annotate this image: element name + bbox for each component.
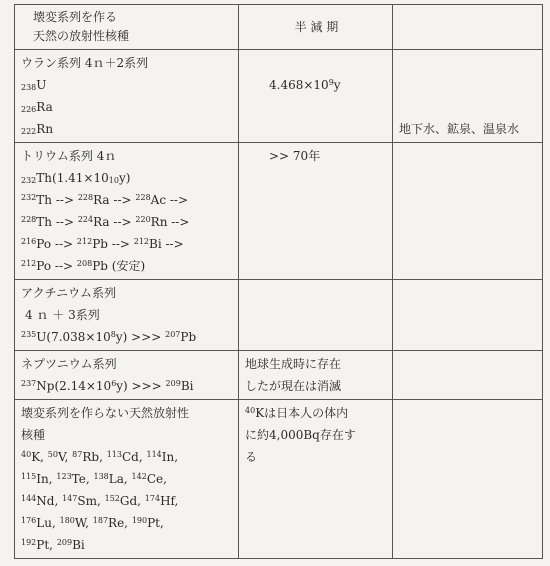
thorium-th232: $_{232}Th(1.41\times 10_{10}y)$ [21,171,131,185]
uranium-ra226: $_{226}$Ra [21,100,53,114]
actinium-u235: $^{235}U(7.038\times 10^8y)$ >>> $^{207}$Pb [21,330,197,344]
header-col1-line2: 天然の放射性核種 [33,29,130,43]
neptunium-row [15,351,543,400]
actinium-nuclide-cell [15,280,239,351]
thorium-chain-4: $^{212}$Po --> $^{208}$Pb (安定) [21,259,146,273]
nonseries-row-2: $^{115}$In, $^{123}$Te, $^{138}$La, $^{142}$Ce, [21,472,167,486]
actinium-subtitle: 4 ｎ ＋ 3系列 [25,308,100,322]
uranium-nuclide-cell [15,50,239,143]
nonseries-note-line2: に約4,000Bq存在す [245,428,356,442]
header-halflife-cell [239,5,393,50]
neptunium-halflife-cell [239,351,393,400]
neptunium-np237: $^{237}Np(2.14\times 10^6y)$ >>> $^{209}$Bi [21,379,194,393]
thorium-halflife: >> 70年 [269,149,321,163]
radionuclide-table [14,4,543,559]
nonseries-note-cell [393,400,543,559]
neptunium-note-line1: 地球生成時に存在 [245,357,342,371]
neptunium-title: ネプツニウム系列 [21,357,117,371]
nonseries-title-line2: 核種 [21,428,46,442]
thorium-title: トリウム系列 4ｎ [21,149,117,163]
nonseries-row-4: $^{176}$Lu, $^{180}$W, $^{187}$Re, $^{190}$Pt, [21,516,164,530]
nonseries-row-3: $^{144}$Nd, $^{147}$Sm, $^{152}$Gd, $^{174}$Hf, [21,494,179,508]
nonseries-note-line1: $^{40}$Kは日本人の体内 [245,406,349,420]
thorium-note-cell [393,143,543,280]
actinium-row [15,280,543,351]
nonseries-nuclide-cell [15,400,239,559]
thorium-chain-3: $^{216}$Po --> $^{212}$Pb --> $^{212}$Bi --> [21,237,184,251]
uranium-title: ウラン系列 4ｎ＋2系列 [21,56,149,70]
header-note-cell [393,5,543,50]
header-nuclide-cell [15,5,239,50]
header-row [15,5,543,50]
actinium-halflife-cell [239,280,393,351]
uranium-halflife-cell [239,50,393,143]
thorium-row [15,143,543,280]
thorium-chain-1: $^{232}$Th --> $^{228}$Ra --> $^{228}$Ac --> [21,193,189,207]
nonseries-row-1: $^{40}$K, $^{50}$V, $^{87}$Rb, $^{113}$Cd, $^{114}$In, [21,450,179,464]
header-col2: 半 減 期 [294,19,339,34]
neptunium-note-line2: したが現在は消滅 [245,379,342,393]
uranium-note: 地下水、鉱泉、温泉水 [399,122,520,136]
header-col1-line1: 壊変系列を作る [33,10,118,24]
nonseries-halflife-cell [239,400,393,559]
nonseries-row [15,400,543,559]
uranium-note-cell [393,50,543,143]
nonseries-note-line3: る [245,450,258,464]
uranium-u238: $_{238}$U [21,78,47,92]
uranium-halflife: $4.468\times 10^9y$ [269,78,341,92]
thorium-halflife-cell [239,143,393,280]
uranium-rn222: $_{222}$Rn [21,122,54,136]
actinium-note-cell [393,280,543,351]
nonseries-title-line1: 壊変系列を作らない天然放射性 [21,406,190,420]
thorium-chain-2: $^{228}$Th --> $^{224}$Ra --> $^{220}$Rn --> [21,215,190,229]
thorium-nuclide-cell [15,143,239,280]
nonseries-row-5: $^{192}$Pt, $^{209}$Bi [21,538,85,552]
uranium-row [15,50,543,143]
actinium-title: アクチニウム系列 [21,286,117,300]
neptunium-note-cell [393,351,543,400]
neptunium-nuclide-cell [15,351,239,400]
